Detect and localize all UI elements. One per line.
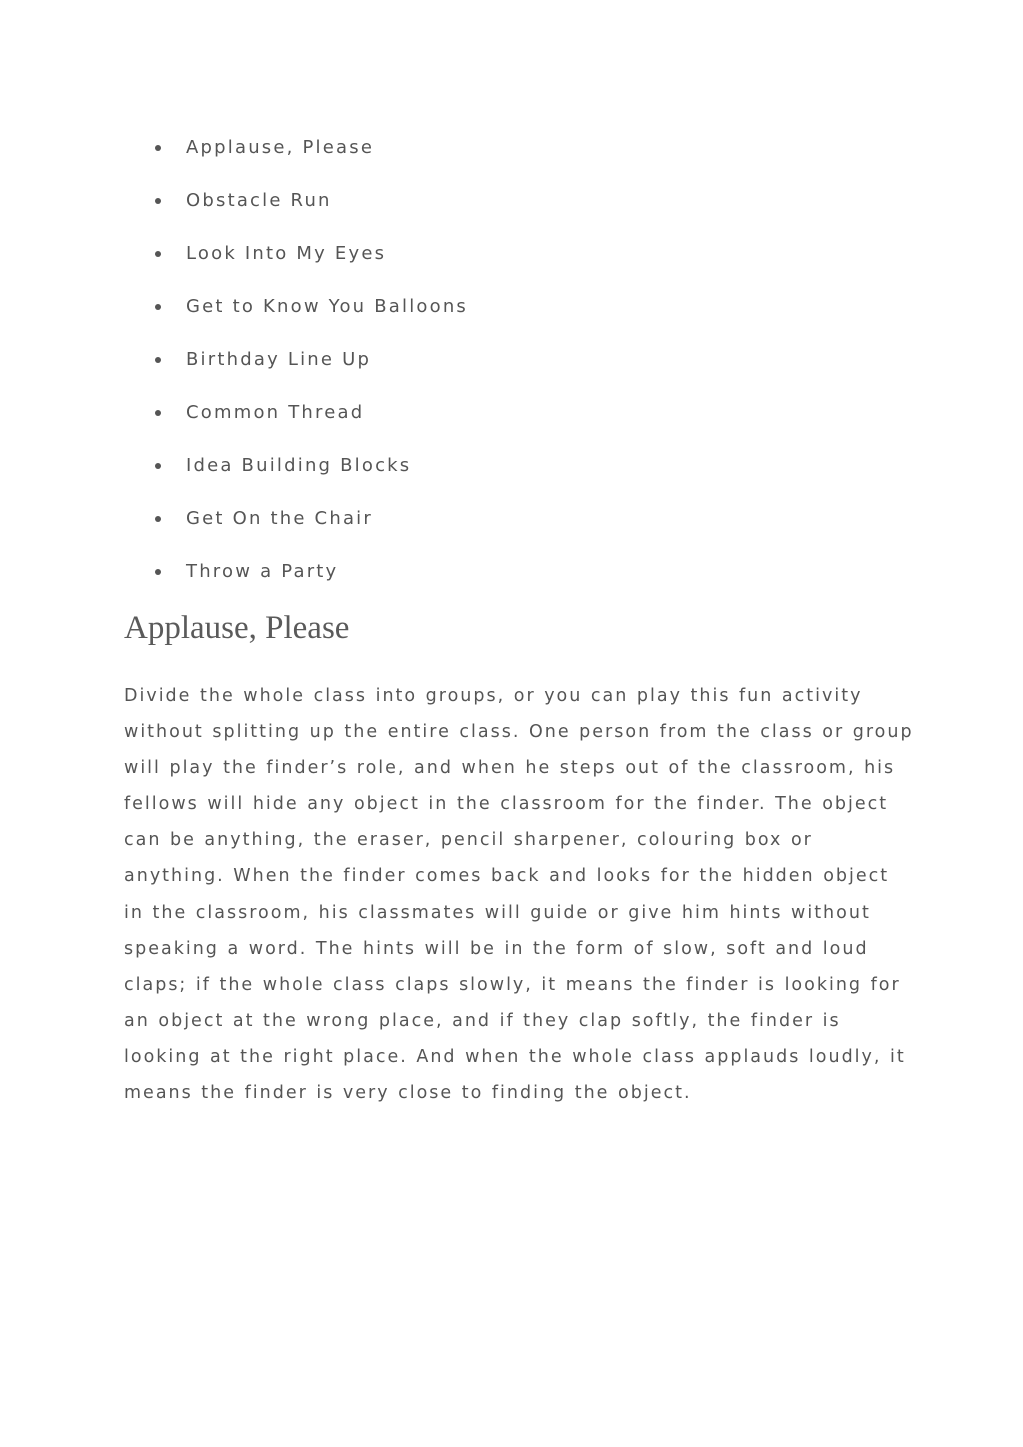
list-item: [124, 181, 904, 234]
bullet-icon: [155, 304, 161, 310]
list-item-label: Idea Building Blocks: [186, 455, 412, 476]
list-item-label: Birthday Line Up: [186, 349, 372, 370]
bullet-icon: [155, 251, 161, 257]
list-item-label: Applause, Please: [186, 137, 375, 158]
activity-list: [124, 128, 904, 605]
bullet-icon: [155, 569, 161, 575]
bullet-icon: [155, 410, 161, 416]
list-item: [124, 446, 904, 499]
bullet-icon: [155, 463, 161, 469]
list-item-label: Common Thread: [186, 402, 365, 423]
bullet-icon: [155, 145, 161, 151]
list-item-label: Look Into My Eyes: [186, 243, 387, 264]
list-item-label: Obstacle Run: [186, 190, 332, 211]
list-item: [124, 128, 904, 181]
list-item: [124, 393, 904, 446]
bullet-icon: [155, 198, 161, 204]
list-item: [124, 499, 904, 552]
section-body-paragraph: Divide the whole class into groups, or you can play this fun activity without splitting up the entire class. One person from the class or group will play the finder’s role, and when he steps out of the classroom, his fellows will hide any object in the classroom for the finder. The object can be anything, the eraser, pencil sharpener, colouring box or anything. When the finder comes back and looks for the hidden object in the classroom, his classmates will guide or give him hints without speaking a word. The hints will be in the form of slow, soft and loud claps; if the whole class claps slowly, it means the finder is looking for an object at the wrong place, and if they clap softly, the finder is looking at the right place. And when the whole class applauds loudly, it means the finder is very close to finding the object.: [124, 686, 914, 1104]
bullet-icon: [155, 357, 161, 363]
list-item-label: Throw a Party: [186, 561, 339, 582]
section-heading: Applause, Please: [124, 610, 350, 646]
list-item-label: Get On the Chair: [186, 508, 373, 529]
list-item: [124, 287, 904, 340]
list-item-label: Get to Know You Balloons: [186, 296, 469, 317]
bullet-icon: [155, 516, 161, 522]
list-item: [124, 340, 904, 393]
list-item: [124, 552, 904, 605]
list-item: [124, 234, 904, 287]
